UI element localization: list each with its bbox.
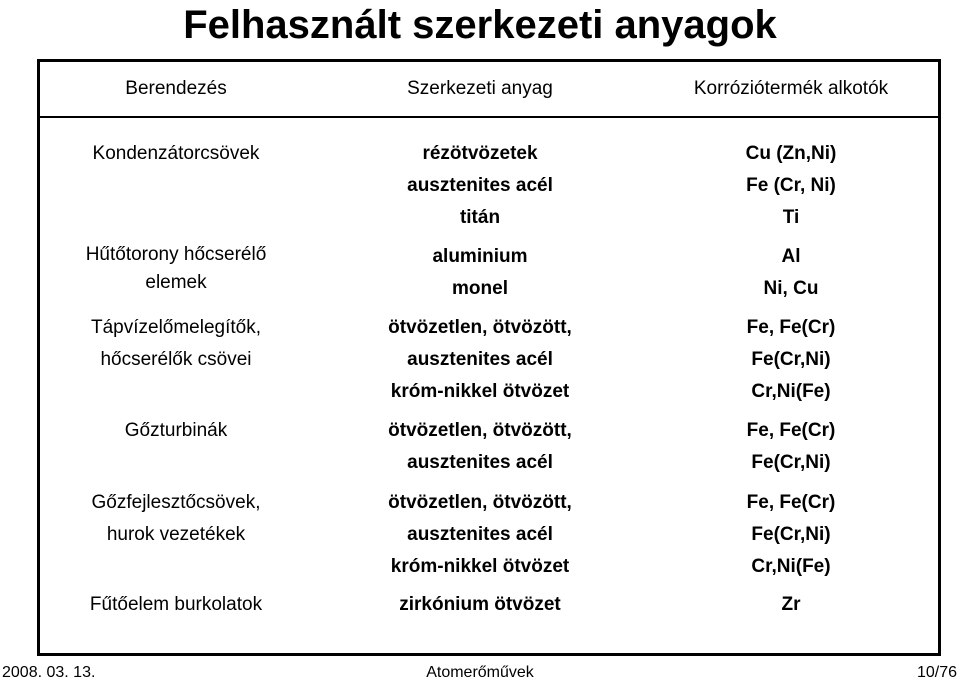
material-line: ausztenites acél: [407, 175, 553, 196]
product-line: Fe(Cr,Ni): [751, 349, 831, 370]
product-line: Fe, Fe(Cr): [746, 492, 836, 513]
header-divider: [40, 116, 938, 118]
header-equipment: Berendezés: [125, 78, 227, 99]
equipment-line: Gőzfejlesztőcsövek,: [91, 492, 261, 513]
product-line: Fe, Fe(Cr): [746, 420, 836, 441]
product-line: Ni, Cu: [763, 278, 819, 299]
material-cell: [328, 487, 632, 583]
equipment-line: Kondenzátorcsövek: [92, 143, 260, 164]
equipment-line: elemek: [145, 272, 207, 293]
footer-page-number: 10/76: [916, 664, 957, 681]
material-cell: [328, 241, 632, 305]
material-line: zirkónium ötvözet: [399, 594, 561, 615]
materials-table: [37, 59, 941, 656]
material-cell: [328, 589, 632, 621]
material-line: ötvözetlen, ötvözött,: [388, 420, 572, 441]
equipment-line: Gőzturbinák: [124, 420, 228, 441]
equipment-line: Fűtőelem burkolatok: [89, 594, 263, 615]
material-line: ötvözetlen, ötvözött,: [388, 492, 572, 513]
product-cell: [644, 487, 938, 583]
footer-topic: Atomerőművek: [426, 664, 534, 681]
product-cell: [644, 415, 938, 479]
product-line: Cr,Ni(Fe): [751, 556, 831, 577]
product-line: Fe(Cr,Ni): [751, 452, 831, 473]
equipment-cell: [40, 138, 312, 170]
slide-title: Felhasznált szerkezeti anyagok: [183, 3, 777, 47]
material-line: króm-nikkel ötvözet: [390, 556, 570, 577]
product-line: Ti: [782, 207, 800, 228]
equipment-line: Hűtőtorony hőcserélő: [85, 244, 267, 265]
material-line: ausztenites acél: [407, 452, 553, 473]
material-line: króm-nikkel ötvözet: [390, 381, 570, 402]
product-line: Fe, Fe(Cr): [746, 317, 836, 338]
material-line: rézötvözetek: [422, 143, 538, 164]
product-line: Al: [781, 246, 801, 267]
material-line: ausztenites acél: [407, 349, 553, 370]
equipment-cell: [40, 312, 312, 376]
product-cell: [644, 138, 938, 234]
product-line: Zr: [781, 594, 801, 615]
product-line: Fe(Cr,Ni): [751, 524, 831, 545]
product-line: Cr,Ni(Fe): [751, 381, 831, 402]
material-cell: [328, 138, 632, 234]
material-line: ötvözetlen, ötvözött,: [388, 317, 572, 338]
product-line: Cu (Zn,Ni): [745, 143, 837, 164]
equipment-cell: [40, 487, 312, 551]
equipment-cell: [40, 241, 312, 297]
header-material: Szerkezeti anyag: [407, 78, 553, 99]
product-cell: [644, 312, 938, 408]
material-line: titán: [459, 207, 501, 228]
equipment-cell: [40, 415, 312, 447]
equipment-cell: [40, 589, 312, 621]
product-cell: [644, 241, 938, 305]
material-cell: [328, 312, 632, 408]
equipment-line: hurok vezetékek: [106, 524, 246, 545]
product-line: Fe (Cr, Ni): [746, 175, 836, 196]
product-cell: [644, 589, 938, 621]
equipment-line: Tápvízelőmelegítők,: [90, 317, 262, 338]
material-line: ausztenites acél: [407, 524, 553, 545]
header-corrosion: Korróziótermék alkotók: [693, 78, 889, 99]
equipment-line: hőcserélők csövei: [100, 349, 252, 370]
footer-date: 2008. 03. 13.: [2, 664, 96, 681]
material-line: aluminium: [432, 246, 528, 267]
material-cell: [328, 415, 632, 479]
material-line: monel: [452, 278, 508, 299]
